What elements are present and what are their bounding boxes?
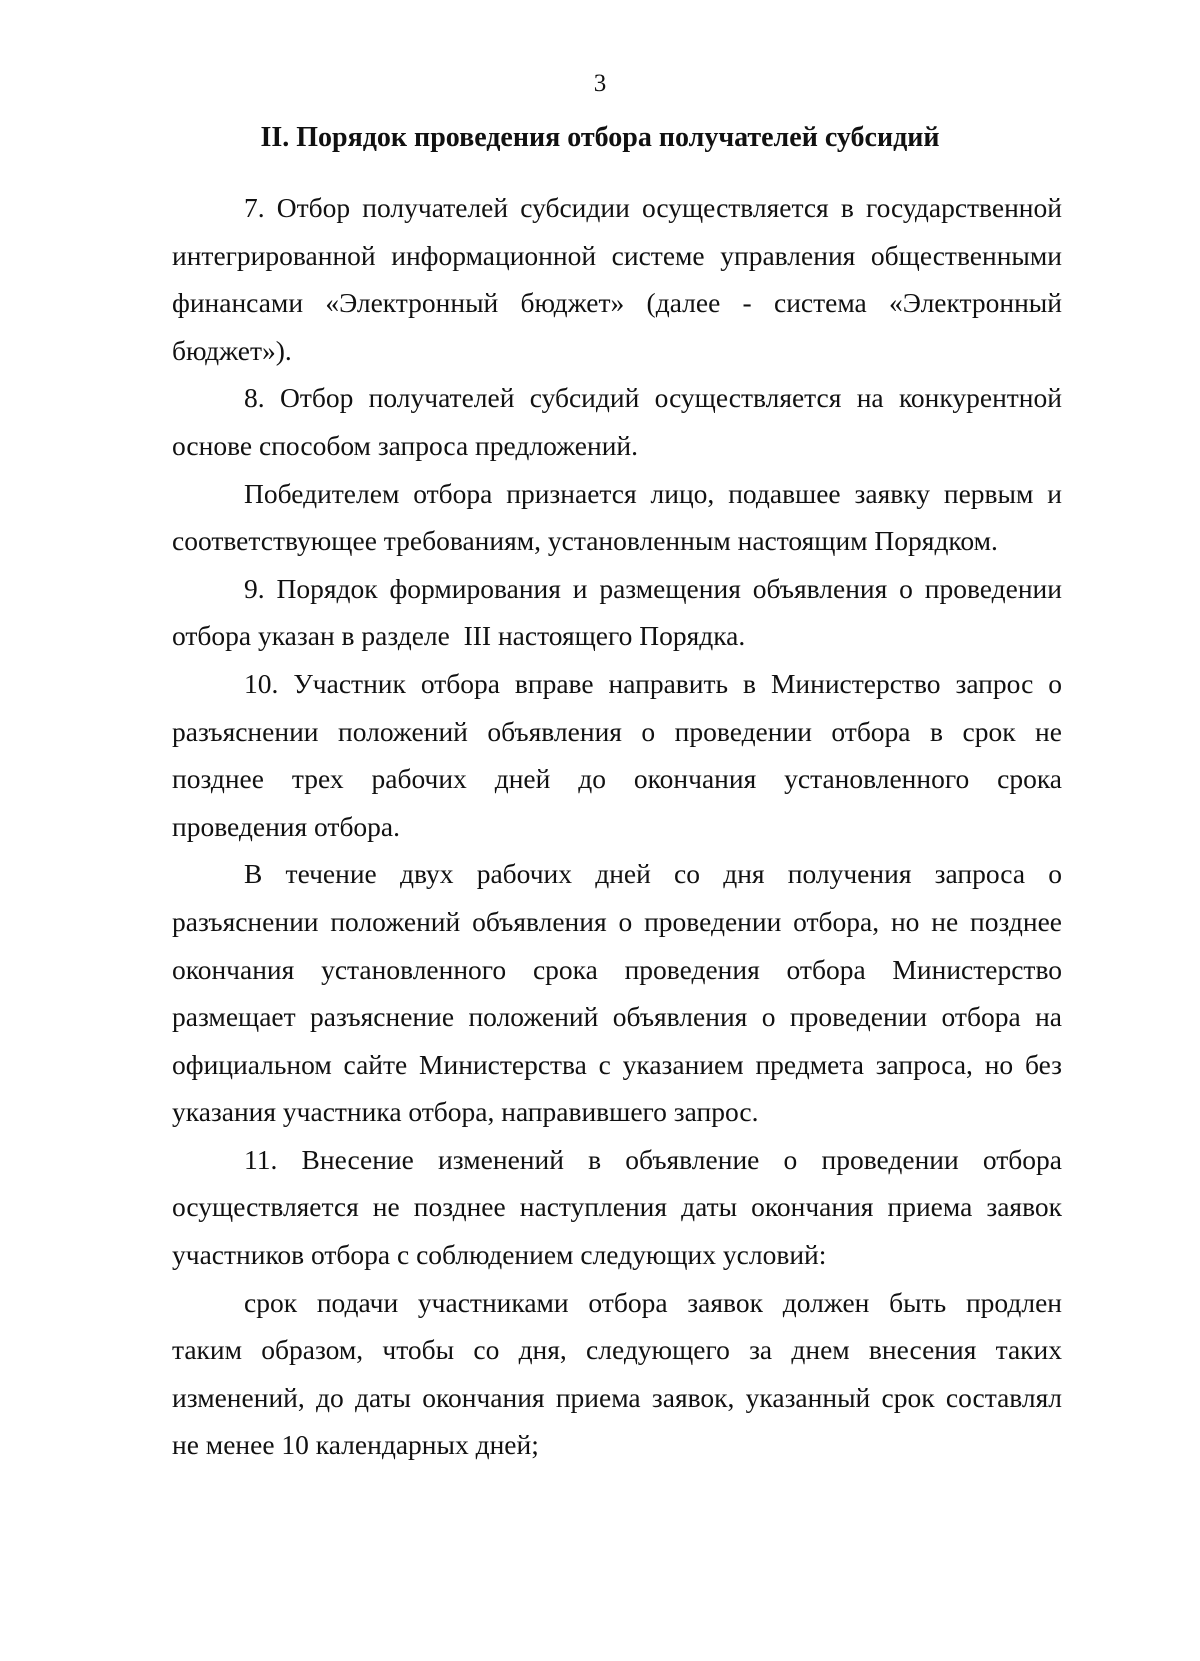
text-line: финансами «Электронный бюджет» (далее - система «Электронный — [172, 287, 1062, 319]
text-line: 10. Участник отбора вправе направить в Министерство запрос о — [244, 667, 1062, 699]
text-line: изменений, до даты окончания приема заявок, указанный срок составлял — [172, 1381, 1062, 1413]
text-line: соответствующее требованиям, установленным настоящим Порядком. — [172, 525, 998, 557]
paragraph-11 — [172, 1136, 1062, 1279]
text-line: осуществляется не позднее наступления даты окончания приема заявок — [172, 1191, 1062, 1223]
paragraph-deadline — [172, 1279, 1062, 1469]
page-number: 3 — [593, 70, 607, 97]
paragraph-winner — [172, 470, 1062, 565]
paragraph-7 — [172, 184, 1062, 374]
text-line: позднее трех рабочих дней до окончания установленного срока — [172, 763, 1062, 795]
paragraph-10 — [172, 660, 1062, 850]
paragraph-9 — [172, 565, 1062, 660]
text-line: основе способом запроса предложений. — [172, 429, 639, 461]
text-line: Победителем отбора признается лицо, подавшее заявку первым и — [244, 477, 1062, 509]
text-line: разъяснении положений объявления о проведении отбора, но не позднее — [172, 905, 1062, 937]
text-line: интегрированной информационной системе управления общественными — [172, 239, 1062, 271]
text-line: проведения отбора. — [172, 810, 401, 842]
text-line: участников отбора с соблюдением следующих условий: — [172, 1239, 827, 1271]
section-heading: II. Порядок проведения отбора получателей субсидий — [260, 122, 940, 153]
paragraph-clarification — [172, 850, 1062, 1136]
text-line: указания участника отбора, направившего запрос. — [172, 1096, 759, 1128]
text-line: срок подачи участниками отбора заявок должен быть продлен — [244, 1286, 1062, 1318]
document-body — [172, 184, 1062, 1469]
text-line: 7. Отбор получателей субсидии осуществляется в государственной — [244, 192, 1062, 223]
text-line: бюджет»). — [172, 334, 292, 366]
text-line: официальном сайте Министерства с указанием предмета запроса, но без — [172, 1048, 1062, 1080]
text-line: 8. Отбор получателей субсидий осуществляется на конкурентной — [244, 382, 1062, 414]
text-line: таким образом, чтобы со дня, следующего за днем внесения таких — [172, 1334, 1062, 1366]
text-line: 11. Внесение изменений в объявление о проведении отбора — [244, 1143, 1062, 1175]
paragraph-8 — [172, 374, 1062, 469]
text-line: разъяснении положений объявления о проведении отбора в срок не — [172, 715, 1062, 747]
text-line: В течение двух рабочих дней со дня получения запроса о — [244, 858, 1062, 890]
text-line: отбора указан в разделе III настоящего Порядка. — [172, 620, 746, 652]
text-line: окончания установленного срока проведения отбора Министерство — [172, 953, 1062, 985]
text-line: не менее 10 календарных дней; — [172, 1429, 539, 1461]
text-line: 9. Порядок формирования и размещения объявления о проведении — [244, 572, 1062, 604]
text-line: размещает разъяснение положений объявления о проведении отбора на — [172, 1001, 1062, 1033]
